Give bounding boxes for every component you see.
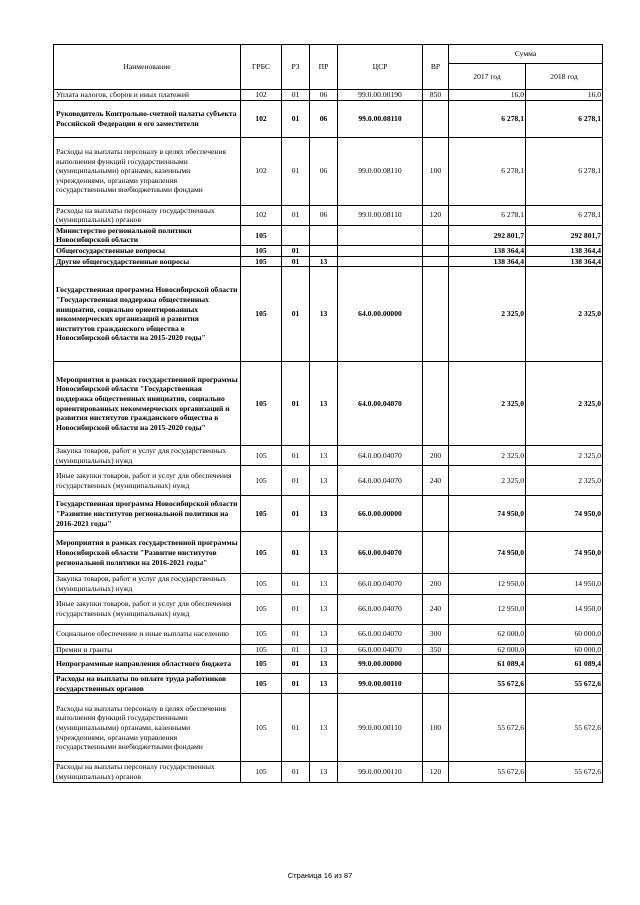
- cell-pr: 13: [310, 624, 338, 644]
- cell-sum-2017: 16,0: [449, 90, 526, 101]
- cell-rz: 01: [282, 205, 310, 225]
- cell-name: Закупка товаров, работ и услуг для государственных (муниципальных) нужд: [54, 574, 241, 594]
- cell-grbs: 102: [241, 137, 282, 205]
- cell-vr: 200: [423, 574, 449, 594]
- header-grbs: ГРБС: [241, 45, 282, 90]
- cell-grbs: 105: [241, 267, 282, 362]
- cell-csr: 66.0.00.04070: [338, 532, 423, 574]
- cell-sum-2018: 60 000,0: [526, 624, 603, 644]
- cell-name: Расходы на выплаты персоналу в целях обеспечения выполнения функций государственными (муниципальными) органами, казенными учреждениями, органами управления государственными внебюджетными фондами: [54, 694, 241, 762]
- cell-sum-2017: 61 089,4: [449, 655, 526, 674]
- header-year-2018: 2018 год: [526, 64, 603, 90]
- cell-name: Расходы на выплаты по оплате труда работников государственных органов: [54, 674, 241, 694]
- table-row: [54, 532, 603, 574]
- cell-pr: 13: [310, 267, 338, 362]
- cell-csr: [338, 256, 423, 267]
- cell-grbs: 105: [241, 532, 282, 574]
- table-row: [54, 446, 603, 466]
- cell-sum-2018: 14 950,0: [526, 574, 603, 594]
- cell-name: Расходы на выплаты персоналу государственных (муниципальных) органов: [54, 762, 241, 782]
- cell-grbs: 105: [241, 694, 282, 762]
- cell-csr: 99.0.00.08110: [338, 137, 423, 205]
- cell-rz: 01: [282, 362, 310, 446]
- cell-rz: 01: [282, 496, 310, 532]
- cell-sum-2018: 2 325,0: [526, 466, 603, 496]
- cell-rz: 01: [282, 594, 310, 624]
- cell-sum-2018: 14 950,0: [526, 594, 603, 624]
- cell-vr: [423, 532, 449, 574]
- cell-sum-2017: 6 278,1: [449, 205, 526, 225]
- cell-pr: 06: [310, 90, 338, 101]
- cell-sum-2017: 55 672,6: [449, 674, 526, 694]
- cell-csr: 99.0.00.00110: [338, 694, 423, 762]
- cell-grbs: 105: [241, 245, 282, 256]
- cell-csr: 99.0.00.08110: [338, 100, 423, 137]
- cell-rz: 01: [282, 694, 310, 762]
- cell-pr: 06: [310, 205, 338, 225]
- cell-pr: 13: [310, 762, 338, 782]
- cell-pr: 13: [310, 655, 338, 674]
- cell-vr: [423, 225, 449, 245]
- cell-rz: 01: [282, 90, 310, 101]
- table-row: [54, 256, 603, 267]
- cell-csr: 66.0.00.00000: [338, 496, 423, 532]
- cell-name: Государственная программа Новосибирской области "Развитие институтов региональной политики на 2016-2021 годы": [54, 496, 241, 532]
- cell-sum-2018: 55 672,6: [526, 762, 603, 782]
- table-row: [54, 655, 603, 674]
- table-row: [54, 466, 603, 496]
- cell-sum-2017: 6 278,1: [449, 100, 526, 137]
- cell-name: Закупка товаров, работ и услуг для государственных (муниципальных) нужд: [54, 446, 241, 466]
- table-row: [54, 674, 603, 694]
- cell-sum-2018: 55 672,6: [526, 694, 603, 762]
- cell-sum-2018: 60 000,0: [526, 644, 603, 655]
- cell-csr: [338, 225, 423, 245]
- cell-sum-2018: 55 672,6: [526, 674, 603, 694]
- cell-sum-2018: 61 089,4: [526, 655, 603, 674]
- cell-grbs: 105: [241, 496, 282, 532]
- cell-sum-2018: 138 364,4: [526, 256, 603, 267]
- cell-pr: 13: [310, 496, 338, 532]
- cell-pr: 13: [310, 674, 338, 694]
- cell-pr: 13: [310, 362, 338, 446]
- cell-grbs: 105: [241, 624, 282, 644]
- cell-sum-2017: 55 672,6: [449, 694, 526, 762]
- cell-grbs: 105: [241, 225, 282, 245]
- cell-sum-2017: 138 364,4: [449, 245, 526, 256]
- cell-csr: 66.0.00.04070: [338, 574, 423, 594]
- cell-sum-2017: 74 950,0: [449, 532, 526, 574]
- header-sum: Сумма: [449, 45, 603, 64]
- cell-rz: 01: [282, 256, 310, 267]
- table-row: [54, 205, 603, 225]
- table-row: [54, 137, 603, 205]
- table-row: [54, 762, 603, 782]
- cell-grbs: 105: [241, 762, 282, 782]
- cell-sum-2017: 2 325,0: [449, 466, 526, 496]
- cell-rz: 01: [282, 674, 310, 694]
- cell-csr: 64.0.00.00000: [338, 267, 423, 362]
- cell-sum-2017: 6 278,1: [449, 137, 526, 205]
- cell-rz: 01: [282, 466, 310, 496]
- cell-name: Расходы на выплаты персоналу в целях обеспечения выполнения функций государственными (муниципальными) органами, казенными учреждениями, органами управления государственными внебюджетными фондами: [54, 137, 241, 205]
- cell-sum-2018: 6 278,1: [526, 137, 603, 205]
- cell-sum-2018: 2 325,0: [526, 362, 603, 446]
- cell-rz: 01: [282, 762, 310, 782]
- cell-pr: 06: [310, 100, 338, 137]
- cell-vr: 350: [423, 644, 449, 655]
- cell-csr: 99.0.00.00110: [338, 674, 423, 694]
- cell-vr: [423, 100, 449, 137]
- cell-grbs: 105: [241, 644, 282, 655]
- cell-name: Мероприятия в рамках государственной программы Новосибирской области "Государственная поддержка общественных инициатив, социально ориентированных некоммерческих организаций и развития институтов гражданского общества в Новосибирской области на 2015-2020 годы": [54, 362, 241, 446]
- cell-pr: 13: [310, 694, 338, 762]
- cell-sum-2017: 292 801,7: [449, 225, 526, 245]
- cell-csr: 66.0.00.04070: [338, 594, 423, 624]
- cell-grbs: 105: [241, 594, 282, 624]
- cell-grbs: 105: [241, 446, 282, 466]
- cell-vr: 240: [423, 594, 449, 624]
- cell-rz: 01: [282, 624, 310, 644]
- cell-sum-2018: 2 325,0: [526, 446, 603, 466]
- cell-name: Другие общегосударственные вопросы: [54, 256, 241, 267]
- cell-sum-2017: 74 950,0: [449, 496, 526, 532]
- cell-pr: [310, 225, 338, 245]
- table-row: [54, 594, 603, 624]
- cell-sum-2018: 2 325,0: [526, 267, 603, 362]
- table-row: [54, 644, 603, 655]
- cell-vr: 120: [423, 205, 449, 225]
- header-name: Наименование: [54, 45, 241, 90]
- cell-sum-2017: 62 000,0: [449, 644, 526, 655]
- cell-sum-2018: 74 950,0: [526, 496, 603, 532]
- cell-sum-2017: 12 950,0: [449, 574, 526, 594]
- cell-grbs: 105: [241, 574, 282, 594]
- cell-vr: [423, 245, 449, 256]
- header-csr: ЦСР: [338, 45, 423, 90]
- cell-sum-2017: 62 000,0: [449, 624, 526, 644]
- cell-name: Социальное обеспечение и иные выплаты населению: [54, 624, 241, 644]
- cell-sum-2018: 138 364,4: [526, 245, 603, 256]
- cell-rz: 01: [282, 245, 310, 256]
- cell-sum-2018: 6 278,1: [526, 205, 603, 225]
- cell-sum-2018: 292 801,7: [526, 225, 603, 245]
- cell-grbs: 102: [241, 100, 282, 137]
- header-pr: ПР: [310, 45, 338, 90]
- cell-grbs: 105: [241, 674, 282, 694]
- cell-vr: 300: [423, 624, 449, 644]
- cell-sum-2018: 74 950,0: [526, 532, 603, 574]
- cell-pr: 13: [310, 532, 338, 574]
- cell-vr: [423, 267, 449, 362]
- cell-name: Руководитель Контрольно-счетной палаты субъекта Российской Федерации и его заместители: [54, 100, 241, 137]
- cell-csr: 66.0.00.04070: [338, 644, 423, 655]
- page-number: Страница 16 из 87: [287, 871, 353, 880]
- cell-vr: 200: [423, 446, 449, 466]
- cell-grbs: 102: [241, 205, 282, 225]
- cell-vr: 240: [423, 466, 449, 496]
- table-row: [54, 225, 603, 245]
- cell-rz: 01: [282, 655, 310, 674]
- cell-name: Премии и гранты: [54, 644, 241, 655]
- cell-name: Непрограммные направления областного бюджета: [54, 655, 241, 674]
- table-row: [54, 362, 603, 446]
- cell-vr: [423, 362, 449, 446]
- cell-sum-2017: 2 325,0: [449, 362, 526, 446]
- cell-vr: [423, 674, 449, 694]
- cell-csr: 66.0.00.04070: [338, 624, 423, 644]
- cell-rz: 01: [282, 446, 310, 466]
- cell-rz: [282, 225, 310, 245]
- cell-sum-2018: 16,0: [526, 90, 603, 101]
- cell-csr: 99.0.00.08110: [338, 205, 423, 225]
- cell-csr: 64.0.00.04070: [338, 466, 423, 496]
- table-row: [54, 245, 603, 256]
- header-rz: РЗ: [282, 45, 310, 90]
- cell-vr: [423, 496, 449, 532]
- cell-sum-2017: 55 672,6: [449, 762, 526, 782]
- cell-vr: [423, 256, 449, 267]
- cell-name: Мероприятия в рамках государственной программы Новосибирской области "Развитие институтов региональной политики на 2016-2021 годы": [54, 532, 241, 574]
- cell-sum-2017: 2 325,0: [449, 267, 526, 362]
- cell-name: Расходы на выплаты персоналу государственных (муниципальных) органов: [54, 205, 241, 225]
- cell-name: Иные закупки товаров, работ и услуг для обеспечения государственных (муниципальных) нужд: [54, 466, 241, 496]
- cell-vr: [423, 655, 449, 674]
- cell-csr: 64.0.00.04070: [338, 362, 423, 446]
- cell-grbs: 105: [241, 256, 282, 267]
- cell-rz: 01: [282, 532, 310, 574]
- cell-name: Иные закупки товаров, работ и услуг для обеспечения государственных (муниципальных) нужд: [54, 594, 241, 624]
- cell-rz: 01: [282, 100, 310, 137]
- cell-csr: [338, 245, 423, 256]
- cell-name: Общегосударственные вопросы: [54, 245, 241, 256]
- cell-pr: 13: [310, 574, 338, 594]
- cell-csr: 99.0.00.00190: [338, 90, 423, 101]
- table-row: [54, 496, 603, 532]
- table-row: [54, 694, 603, 762]
- cell-csr: 64.0.00.04070: [338, 446, 423, 466]
- cell-vr: 850: [423, 90, 449, 101]
- cell-grbs: 105: [241, 655, 282, 674]
- cell-pr: 13: [310, 594, 338, 624]
- cell-vr: 100: [423, 694, 449, 762]
- cell-sum-2017: 12 950,0: [449, 594, 526, 624]
- cell-name: Уплата налогов, сборов и иных платежей: [54, 90, 241, 101]
- header-year-2017: 2017 год: [449, 64, 526, 90]
- header-vr: ВР: [423, 45, 449, 90]
- cell-rz: 01: [282, 267, 310, 362]
- table-row: [54, 267, 603, 362]
- cell-sum-2017: 138 364,4: [449, 256, 526, 267]
- cell-vr: 100: [423, 137, 449, 205]
- cell-grbs: 102: [241, 90, 282, 101]
- table-body: [54, 90, 603, 783]
- budget-table: [53, 44, 603, 783]
- table-row: [54, 624, 603, 644]
- cell-rz: 01: [282, 137, 310, 205]
- cell-sum-2018: 6 278,1: [526, 100, 603, 137]
- cell-rz: 01: [282, 574, 310, 594]
- cell-name: Государственная программа Новосибирской области "Государственная поддержка общественных инициатив, социально ориентированных некоммерческих организаций и развития институтов гражданского общества в Новосибирской области на 2015-2020 годы": [54, 267, 241, 362]
- cell-csr: 99.0.00.00110: [338, 762, 423, 782]
- cell-grbs: 105: [241, 362, 282, 446]
- table-row: [54, 100, 603, 137]
- cell-pr: [310, 245, 338, 256]
- cell-name: Министерство региональной политики Новосибирской области: [54, 225, 241, 245]
- cell-pr: 13: [310, 466, 338, 496]
- cell-sum-2017: 2 325,0: [449, 446, 526, 466]
- cell-rz: 01: [282, 644, 310, 655]
- table-row: [54, 574, 603, 594]
- cell-pr: 13: [310, 644, 338, 655]
- cell-pr: 06: [310, 137, 338, 205]
- table-row: [54, 90, 603, 101]
- cell-pr: 13: [310, 256, 338, 267]
- cell-pr: 13: [310, 446, 338, 466]
- cell-csr: 99.0.00.00000: [338, 655, 423, 674]
- cell-grbs: 105: [241, 466, 282, 496]
- table-header: [54, 45, 603, 90]
- cell-vr: 120: [423, 762, 449, 782]
